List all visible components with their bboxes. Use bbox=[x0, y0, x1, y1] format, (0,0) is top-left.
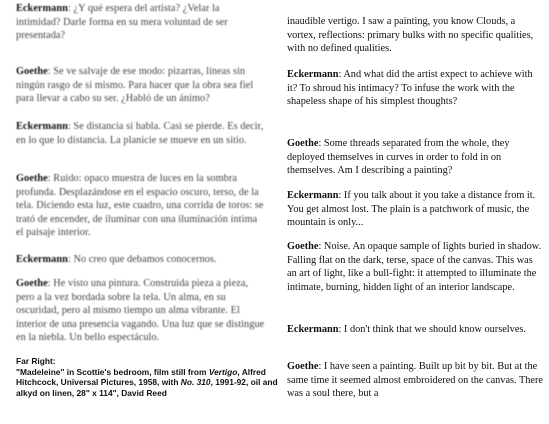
dialogue-text: : Ruido: opaco muestra de luces en la sombra profunda. Desplazándose en el espacio oscuro, terso, de la tela. Diciendo esta luz, este cuadro, una corrida de toros: se trató de encender, de iluminar con una iluminación íntima el paisaje interior. bbox=[16, 173, 264, 239]
dialogue-text: : I have seen a painting. Built up bit by bit. But at the same time it seemed almost embroidered on the canvas. There was a soul there, but a bbox=[287, 361, 543, 400]
speaker-name: Goethe bbox=[287, 138, 319, 149]
dialogue-text: : And what did the artist expect to achieve with it? To shroud his intimacy? To infuse the work with the shapeless shape of his simplest thoughts? bbox=[287, 69, 533, 108]
speaker-name: Goethe bbox=[16, 173, 48, 184]
dialogue-paragraph bbox=[16, 277, 266, 345]
dialogue-paragraph bbox=[287, 240, 543, 294]
speaker-name: Eckermann bbox=[16, 254, 68, 265]
dialogue-text: : Se distancia si habla. Casi se pierde. Es decir, en lo que lo distancia. La planicie se mueve en un sitio. bbox=[16, 121, 264, 146]
dialogue-text: inaudible vertigo. I saw a painting, you know Clouds, a vortex, reflections: primary bulks with no specific qualities, with no defined qualities. bbox=[287, 16, 534, 55]
dialogue-paragraph bbox=[287, 137, 543, 178]
speaker-name: Eckermann bbox=[16, 121, 68, 132]
dialogue-text: : Some threads separated from the whole, they deployed themselves in curves in order to fold in on themselves. Am I describing a painting? bbox=[287, 138, 510, 177]
dialogue-text: : Noise. An opaque sample of lights buried in shadow. Falling flat on the dark, terse, space of the canvas. This was an art of light, like a bull-fight: it attempted to illuminate the intimate, burning, hidden light of an interior landscape. bbox=[287, 241, 542, 293]
dialogue-paragraph bbox=[16, 65, 266, 106]
speaker-name: Goethe bbox=[287, 361, 319, 372]
dialogue-paragraph bbox=[287, 68, 543, 109]
dialogue-text: : He visto una pintura. Construida pieza a pieza, pero a la vez bordada sobre la tela. Un alma, en su oscuridad, pero al mismo tiempo un alma vibrante. El interior de una presencia vagando. Una luz que se distingue en la niebla. Un bello espectáculo. bbox=[16, 278, 265, 344]
caption-heading: Far Right: bbox=[16, 356, 56, 366]
speaker-name: Eckermann bbox=[287, 324, 339, 335]
dialogue-paragraph bbox=[287, 323, 543, 337]
caption-line: , 1991-92, oil and alkyd on linen, 28" x 114", David Reed bbox=[16, 377, 278, 399]
dialogue-paragraph bbox=[16, 172, 266, 240]
dialogue-text: : Se ve salvaje de ese modo: pizarras, líneas sin ningún rasgo de sí mismo. Para hacer que la obra sea fiel para llevar a cabo su ser. ¿Habló de un ánimo? bbox=[16, 66, 254, 105]
caption-line: "Madeleine" in Scottie's bedroom, film still from bbox=[16, 366, 207, 377]
speaker-name: Eckermann bbox=[16, 3, 68, 14]
dialogue-paragraph bbox=[16, 253, 266, 267]
dialogue-paragraph bbox=[287, 189, 543, 230]
dialogue-text: : I don't think that we should know ourselves. bbox=[338, 324, 526, 335]
dialogue-paragraph bbox=[16, 120, 266, 147]
dialogue-paragraph bbox=[287, 15, 543, 56]
dialogue-text: : If you talk about it you take a distance from it. You get almost lost. The plain is a patchwork of music, the mountain is only... bbox=[287, 190, 536, 229]
caption-film-title: Vertigo bbox=[208, 366, 238, 377]
dialogue-paragraph bbox=[16, 2, 266, 43]
speaker-name: Goethe bbox=[16, 66, 48, 77]
speaker-name: Goethe bbox=[16, 278, 48, 289]
dialogue-paragraph bbox=[287, 360, 543, 401]
figure-caption bbox=[16, 356, 278, 399]
caption-work-title: No. 310 bbox=[180, 377, 211, 388]
speaker-name: Eckermann bbox=[287, 190, 339, 201]
dialogue-text: : No creo que debamos conocernos. bbox=[67, 254, 217, 265]
speaker-name: Eckermann bbox=[287, 69, 339, 80]
dialogue-text: : ¿Y qué espera del artista? ¿Velar la intimidad? Darle forma en su mera voluntad de ser presentada? bbox=[16, 3, 228, 42]
caption-line: , Alfred Hitchcock, Universal Pictures, 1958, with bbox=[16, 366, 266, 388]
speaker-name: Goethe bbox=[287, 241, 319, 252]
